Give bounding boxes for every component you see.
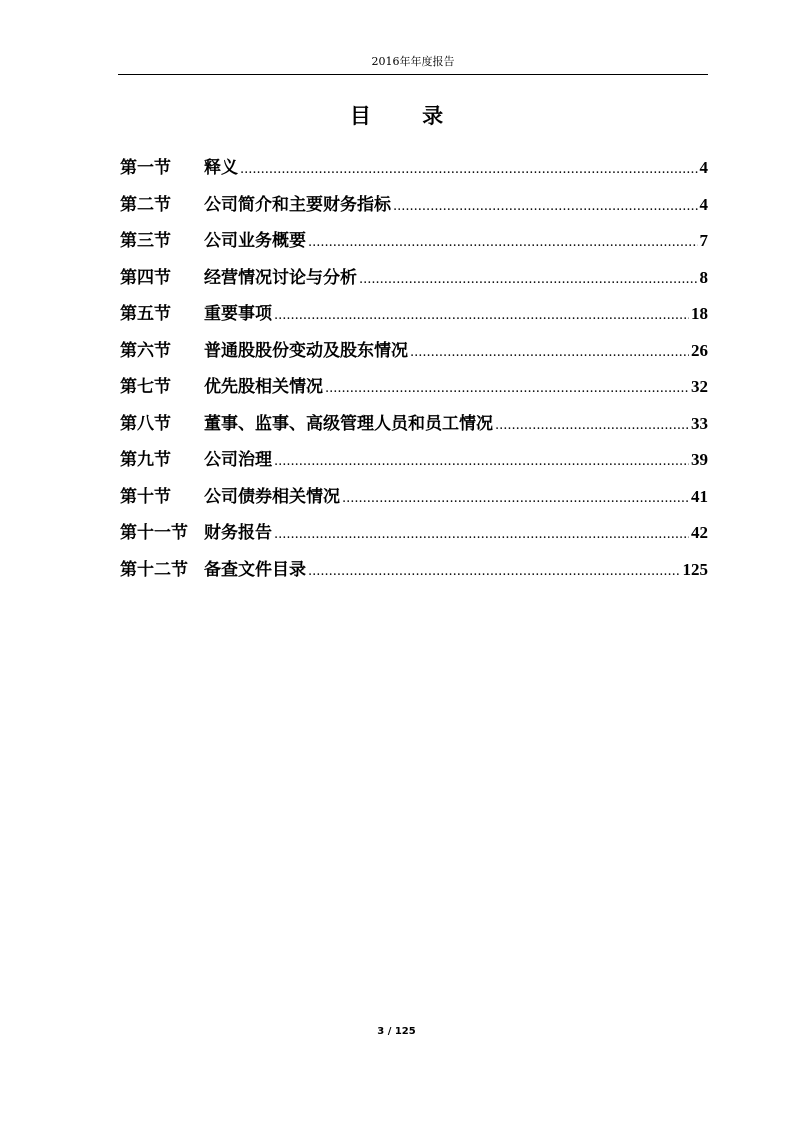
toc-entry-8[interactable] bbox=[120, 406, 708, 443]
toc-section-title: 释义 bbox=[204, 158, 238, 178]
header-text: 2016年年度报告 bbox=[371, 55, 455, 68]
toc-section-number: 第一节 bbox=[120, 158, 171, 178]
toc-section-number: 第十二节 bbox=[120, 559, 188, 580]
toc-page-number: 8 bbox=[699, 267, 708, 287]
toc-page-number: 32 bbox=[691, 377, 708, 396]
table-of-contents bbox=[120, 150, 708, 588]
toc-leader-dots bbox=[342, 481, 689, 518]
toc-leader-dots bbox=[495, 408, 689, 445]
toc-page-number: 42 bbox=[691, 523, 708, 542]
toc-leader-dots bbox=[240, 152, 698, 189]
toc-section-title: 董事、监事、高级管理人员和员工情况 bbox=[204, 413, 493, 434]
toc-entry-10[interactable] bbox=[120, 479, 708, 516]
toc-entry-6[interactable] bbox=[120, 333, 708, 370]
page-indicator: 3 / 125 bbox=[377, 1026, 416, 1037]
toc-entry-3[interactable] bbox=[120, 223, 708, 260]
toc-section-title: 公司债券相关情况 bbox=[204, 486, 340, 507]
toc-page-number: 18 bbox=[691, 304, 708, 323]
toc-section-title: 优先股相关情况 bbox=[204, 377, 323, 397]
toc-section-number: 第八节 bbox=[120, 413, 171, 434]
toc-page-number: 4 bbox=[699, 194, 708, 214]
toc-section-number: 第七节 bbox=[120, 377, 171, 397]
toc-section-title: 经营情况讨论与分析 bbox=[204, 267, 357, 288]
toc-section-title: 普通股股份变动及股东情况 bbox=[204, 340, 408, 361]
toc-leader-dots bbox=[308, 225, 698, 262]
page-header bbox=[118, 54, 708, 75]
toc-page-number: 39 bbox=[691, 450, 708, 469]
toc-leader-dots bbox=[274, 517, 689, 554]
toc-leader-dots bbox=[359, 262, 698, 299]
toc-section-title: 公司简介和主要财务指标 bbox=[204, 194, 391, 215]
toc-page-number: 125 bbox=[682, 559, 708, 579]
toc-entry-9[interactable] bbox=[120, 442, 708, 479]
toc-leader-dots bbox=[393, 189, 698, 226]
toc-section-number: 第四节 bbox=[120, 267, 171, 288]
toc-entry-7[interactable] bbox=[120, 369, 708, 406]
toc-entry-5[interactable] bbox=[120, 296, 708, 333]
toc-leader-dots bbox=[308, 554, 681, 591]
toc-leader-dots bbox=[274, 298, 689, 335]
toc-section-title: 公司业务概要 bbox=[204, 231, 306, 251]
toc-entry-11[interactable] bbox=[120, 515, 708, 552]
toc-section-title: 财务报告 bbox=[204, 523, 272, 543]
toc-section-title: 重要事项 bbox=[204, 304, 272, 324]
toc-page-number: 4 bbox=[699, 158, 708, 177]
toc-section-title: 备查文件目录 bbox=[204, 559, 306, 580]
toc-section-number: 第九节 bbox=[120, 450, 171, 470]
toc-page-number: 26 bbox=[691, 340, 708, 360]
toc-section-number: 第五节 bbox=[120, 304, 171, 324]
toc-leader-dots bbox=[274, 444, 689, 481]
toc-leader-dots bbox=[325, 371, 689, 408]
page-title: 目 录 bbox=[349, 103, 466, 128]
toc-page-number: 41 bbox=[691, 486, 708, 506]
toc-entry-2[interactable] bbox=[120, 187, 708, 224]
toc-section-number: 第二节 bbox=[120, 194, 171, 215]
toc-section-number: 第三节 bbox=[120, 231, 171, 251]
page-footer bbox=[0, 1026, 793, 1037]
toc-entry-1[interactable] bbox=[120, 150, 708, 187]
toc-section-number: 第六节 bbox=[120, 340, 171, 361]
toc-section-number: 第十节 bbox=[120, 486, 171, 507]
toc-entry-4[interactable] bbox=[120, 260, 708, 297]
toc-leader-dots bbox=[410, 335, 689, 372]
toc-entry-12[interactable] bbox=[120, 552, 708, 589]
toc-page-number: 7 bbox=[699, 231, 708, 250]
toc-section-number: 第十一节 bbox=[120, 523, 188, 543]
toc-page-number: 33 bbox=[691, 413, 708, 433]
toc-section-title: 公司治理 bbox=[204, 450, 272, 470]
